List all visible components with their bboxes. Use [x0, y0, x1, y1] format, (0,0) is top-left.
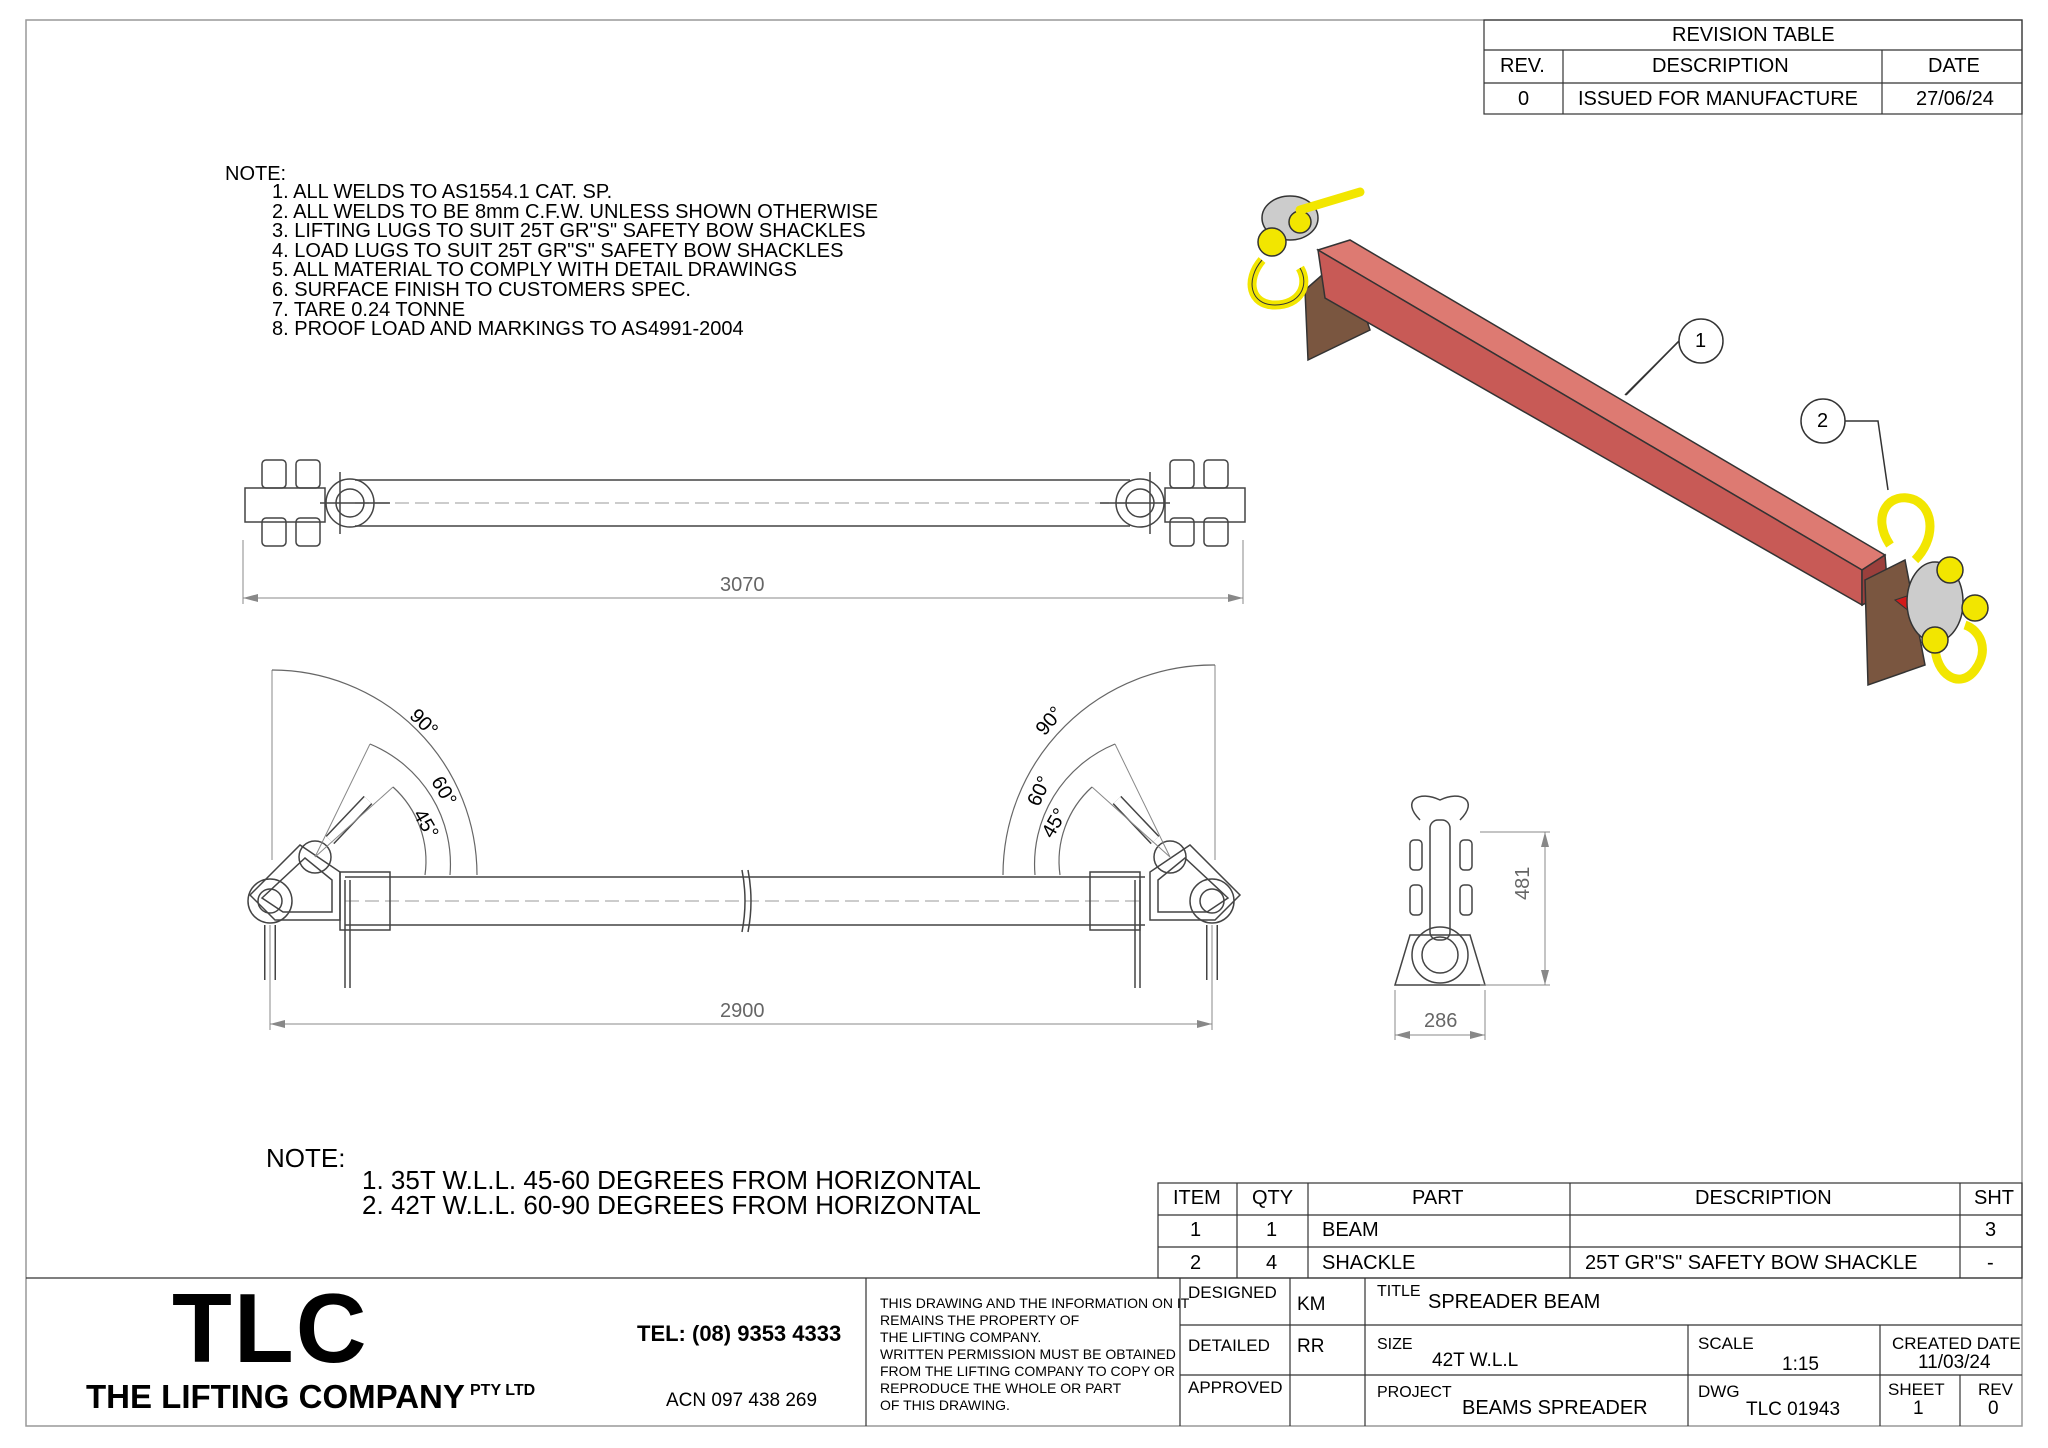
bom-row-1-item: 1 [1190, 1219, 1202, 1241]
created-date-value: 11/03/24 [1918, 1352, 1991, 1373]
right-shackle-nut-1 [1937, 557, 1963, 583]
right-shackle-nut-2 [1962, 595, 1988, 621]
bom-header-part: PART [1412, 1187, 1464, 1209]
company-logo: TLC [172, 1273, 369, 1383]
project-label: PROJECT [1377, 1384, 1452, 1401]
revision-header-rev: REV. [1500, 55, 1545, 77]
company-telephone: TEL: (08) 9353 4333 [637, 1321, 842, 1346]
bottom-note-item: 2. 42T W.L.L. 60-90 DEGREES FROM HORIZONTAL [362, 1190, 981, 1220]
note-item: 3. LIFTING LUGS TO SUIT 25T GR"S" SAFETY BOW SHACKLES [272, 220, 866, 243]
approved-label: APPROVED [1188, 1378, 1283, 1397]
bom-row-1-qty: 1 [1266, 1219, 1278, 1241]
detailed-label: DETAILED [1188, 1336, 1270, 1355]
end-view [1395, 796, 1550, 1040]
designed-label: DESIGNED [1188, 1283, 1277, 1302]
bom-header-description: DESCRIPTION [1695, 1187, 1832, 1209]
note-item: 7. TARE 0.24 TONNE [272, 298, 466, 321]
title-label: TITLE [1377, 1283, 1421, 1300]
bom-row-2-item: 2 [1190, 1252, 1202, 1274]
size-label: SIZE [1377, 1336, 1413, 1353]
revision-table-title: REVISION TABLE [1672, 24, 1835, 46]
angle-45-left: 45° [408, 805, 443, 843]
angle-60-right: 60° [1023, 772, 1057, 810]
revision-header-description: DESCRIPTION [1652, 55, 1789, 77]
revision-header-date: DATE [1928, 55, 1980, 77]
scale-label: SCALE [1698, 1334, 1754, 1353]
dimension-2900: 2900 [720, 1000, 765, 1022]
balloon-2-label: 2 [1817, 410, 1829, 432]
disclaimer-line: OF THIS DRAWING. [880, 1397, 1010, 1413]
notes-list [272, 183, 878, 340]
rev-value: 0 [1988, 1398, 1999, 1419]
company-suffix: PTY LTD [470, 1382, 536, 1399]
isometric-view [1252, 192, 1988, 685]
bottom-notes-list [362, 1165, 981, 1220]
revision-row-description: ISSUED FOR MANUFACTURE [1578, 88, 1859, 110]
note-item: 6. SURFACE FINISH TO CUSTOMERS SPEC. [272, 278, 691, 301]
detailed-value: RR [1297, 1336, 1325, 1357]
sheet-value: 1 [1913, 1398, 1924, 1419]
bottom-notes-heading: NOTE: [266, 1143, 346, 1173]
bom-header-item: ITEM [1173, 1187, 1221, 1209]
balloon-1-leader-line [1626, 342, 1678, 395]
beam-top-face [1318, 240, 1885, 570]
disclaimer-line: THE LIFTING COMPANY. [880, 1329, 1042, 1345]
disclaimer-line: WRITTEN PERMISSION MUST BE OBTAINED [880, 1346, 1176, 1362]
company-name: THE LIFTING COMPANY [86, 1378, 465, 1415]
beam-side-face [1318, 250, 1862, 605]
dimension-286: 286 [1424, 1010, 1458, 1032]
bom-row-1-sht: 3 [1985, 1219, 1997, 1241]
balloon-2-leader [1845, 421, 1888, 490]
rev-label: REV [1978, 1380, 2013, 1399]
front-view [248, 665, 1240, 1030]
balloon-1-label: 1 [1695, 330, 1707, 352]
designed-value: KM [1297, 1294, 1326, 1315]
bom-row-1-part: BEAM [1322, 1219, 1379, 1241]
size-value: 42T W.L.L [1432, 1350, 1519, 1371]
notes-heading: NOTE: [225, 163, 287, 185]
project-value: BEAMS SPREADER [1462, 1397, 1648, 1419]
bom-row-2-description: 25T GR"S" SAFETY BOW SHACKLE [1585, 1252, 1918, 1274]
disclaimer-line: FROM THE LIFTING COMPANY TO COPY OR [880, 1363, 1175, 1379]
dwg-value: TLC 01943 [1746, 1399, 1841, 1420]
bom-row-2-part: SHACKLE [1322, 1252, 1416, 1274]
bottom-note-item: 1. 35T W.L.L. 45-60 DEGREES FROM HORIZONTAL [362, 1165, 981, 1195]
dimension-481: 481 [1512, 866, 1534, 900]
note-item: 2. ALL WELDS TO BE 8mm C.F.W. UNLESS SHOWN OTHERWISE [272, 200, 879, 223]
left-shackle-nut-1 [1258, 228, 1286, 256]
note-item: 1. ALL WELDS TO AS1554.1 CAT. SP. [272, 181, 613, 203]
disclaimer-line: THIS DRAWING AND THE INFORMATION ON IT [880, 1295, 1190, 1311]
note-item: 5. ALL MATERIAL TO COMPLY WITH DETAIL DRAWINGS [272, 259, 797, 282]
note-item: 4. LOAD LUGS TO SUIT 25T GR"S" SAFETY BOW SHACKLES [272, 239, 844, 262]
scale-value: 1:15 [1782, 1354, 1819, 1375]
disclaimer-line: REMAINS THE PROPERTY OF [880, 1312, 1080, 1328]
bom-header-sht: SHT [1974, 1187, 2014, 1209]
sheet-label: SHEET [1888, 1380, 1945, 1399]
created-date-label: CREATED DATE [1892, 1334, 2021, 1353]
angle-60-left: 60° [426, 772, 461, 810]
revision-row-date: 27/06/24 [1916, 88, 1994, 110]
dimension-3070: 3070 [720, 574, 765, 596]
title-value: SPREADER BEAM [1428, 1291, 1601, 1313]
angle-45-right: 45° [1037, 804, 1072, 842]
angle-90-right: 90° [1031, 702, 1068, 740]
copyright-disclaimer [880, 1295, 1189, 1414]
right-shackle-nut-3 [1922, 627, 1948, 653]
bom-header-qty: QTY [1252, 1187, 1294, 1209]
bom-row-2-qty: 4 [1266, 1252, 1278, 1274]
note-item: 8. PROOF LOAD AND MARKINGS TO AS4991-2004 [272, 318, 744, 341]
dwg-label: DWG [1698, 1382, 1740, 1401]
revision-row-rev: 0 [1518, 88, 1530, 110]
angle-90-left: 90° [405, 704, 442, 742]
right-upper-shackle-bow [1882, 498, 1930, 560]
disclaimer-line: REPRODUCE THE WHOLE OR PART [880, 1380, 1122, 1396]
bom-row-2-sht: - [1987, 1252, 1994, 1274]
company-acn: ACN 097 438 269 [666, 1390, 818, 1411]
